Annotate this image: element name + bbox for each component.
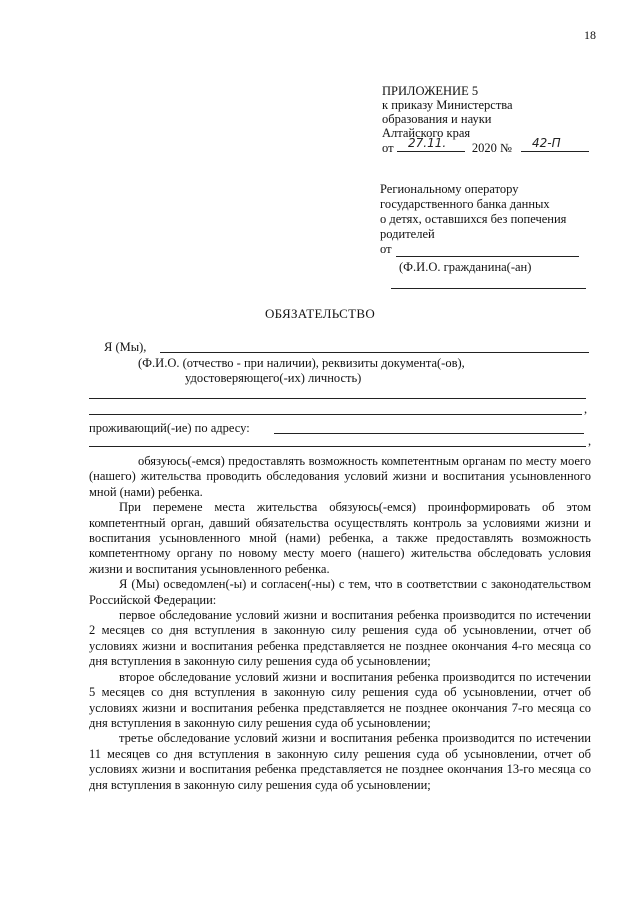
recipient-line: государственного банка данных bbox=[380, 197, 550, 211]
paragraph: обязуюсь(-емся) предоставлять возможность компетентным органам по месту моего (нашего) жительства проводить обследования условий жизни и воспитания усыновленного мной (нами) ребенка. bbox=[89, 454, 591, 499]
paragraph: При перемене места жительства обязуюсь(-емся) проинформировать об этом компетентный орган, давший обязательства осуществлять контроль за условиями жизни и воспитания усыновленного мной (нами) ребенка, а также предоставлять возможность компетентному органу по новому месту моего (нашего) жительства обследовать условия жизни и воспитания усыновленного ребенка. bbox=[89, 500, 591, 576]
field-comma: , bbox=[588, 434, 592, 448]
paragraph: первое обследование условий жизни и воспитания ребенка производится по истечении 2 месяцев со дня вступления в законную силу решения суда об усыновлении, отчет об условиях жизни и воспитания ребенка представляется не позднее окончания 4-го месяца со дня вступления в законную силу решения суда об усыновлении; bbox=[89, 608, 591, 669]
appendix-header bbox=[382, 84, 589, 155]
paragraph: третье обследование условий жизни и воспитания ребенка производится по истечении 11 месяцев со дня вступления в законную силу решения суда об усыновлении, отчет об условиях жизни и воспитания ребенка представляется не позднее окончания 13-го месяца со дня вступления в законную силу решения суда об усыновлении; bbox=[89, 731, 591, 792]
person-label: Я (Мы), bbox=[104, 340, 147, 354]
recipient-line: родителей bbox=[380, 227, 435, 241]
from-field-line bbox=[396, 256, 579, 257]
page-number: 18 bbox=[584, 28, 596, 42]
paragraph: второе обследование условий жизни и воспитания ребенка производится по истечении 5 месяцев со дня вступления в законную силу решения суда об усыновлении, отчет об условиях жизни и воспитания ребенка представляется не позднее окончания 7-го месяца со дня вступления в законную силу решения суда об усыновлении; bbox=[89, 669, 591, 730]
citizen-name-caption: (Ф.И.О. гражданина(-ан) bbox=[399, 260, 532, 274]
paragraph: Я (Мы) осведомлен(-ы) и согласен(-ны) с тем, что в соответствии с законодательством Российской Федерации: bbox=[89, 577, 591, 607]
fio-field-line bbox=[160, 352, 589, 353]
appendix-title: ПРИЛОЖЕНИЕ 5 bbox=[382, 84, 479, 98]
order-from-label: от bbox=[382, 141, 394, 155]
fio-caption: удостоверяющего(-их) личность) bbox=[185, 371, 362, 385]
order-date-row bbox=[382, 136, 589, 155]
recipient-line: Региональному оператору bbox=[380, 182, 519, 196]
document-title: ОБЯЗАТЕЛЬСТВО bbox=[264, 306, 376, 321]
citizen-name-line bbox=[391, 288, 586, 289]
address-field-line bbox=[89, 446, 586, 447]
recipient-line: о детях, оставшихся без попечения bbox=[380, 212, 567, 226]
appendix-line: к приказу Министерства bbox=[382, 98, 513, 112]
appendix-line: Алтайского края bbox=[382, 126, 471, 140]
fio-caption: (Ф.И.О. (отчество - при наличии), реквизиты документа(-ов), bbox=[138, 356, 465, 370]
document-field-line bbox=[89, 398, 586, 399]
recipient-block bbox=[380, 182, 566, 242]
address-field-line bbox=[274, 433, 584, 434]
obligation-body bbox=[89, 454, 591, 793]
order-date-handwritten: 27.11. bbox=[408, 136, 447, 150]
document-field-line bbox=[89, 414, 582, 415]
appendix-line: образования и науки bbox=[382, 112, 492, 126]
address-label: проживающий(-ие) по адресу: bbox=[89, 421, 250, 435]
from-label: от bbox=[380, 242, 392, 256]
order-year-number-label: 2020 № bbox=[471, 141, 512, 155]
field-comma: , bbox=[584, 402, 588, 416]
order-number-handwritten: 42-П bbox=[532, 136, 561, 150]
